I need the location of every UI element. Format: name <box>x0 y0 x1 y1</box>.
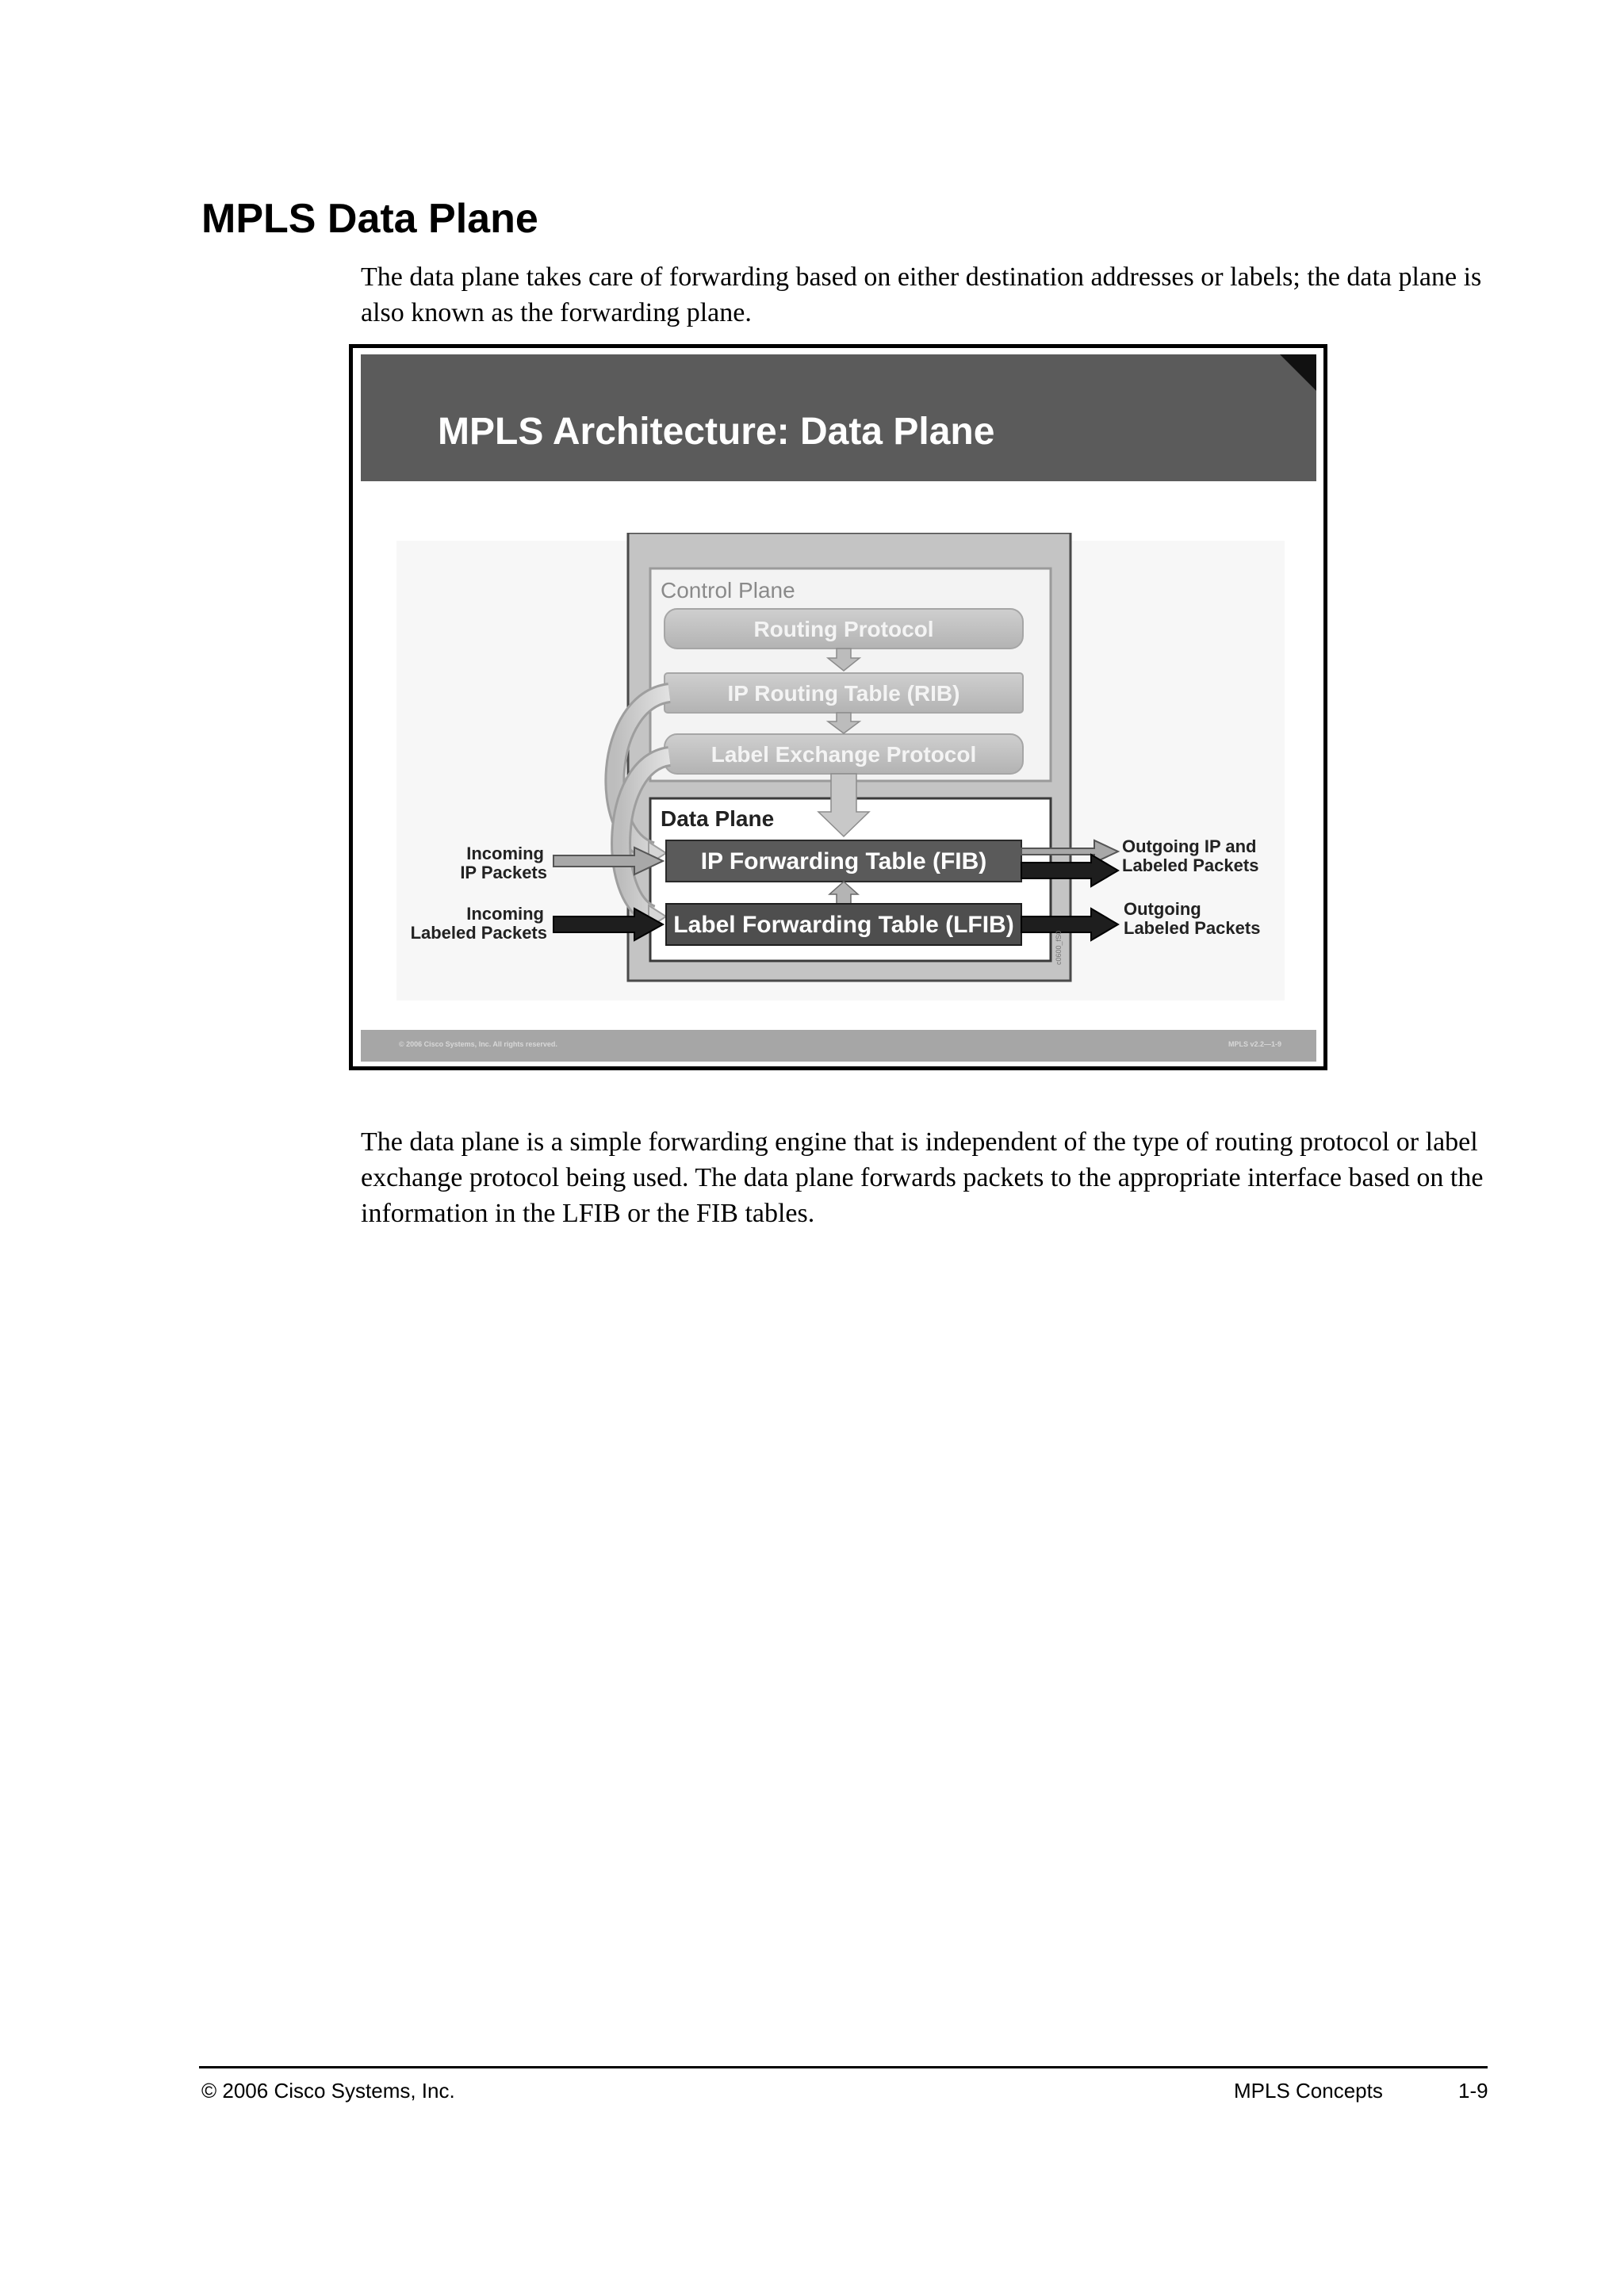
ip-routing-table-label: IP Routing Table (RIB) <box>727 681 960 706</box>
footer-divider <box>199 2066 1488 2068</box>
incoming-ip-label-line1: Incoming <box>466 844 544 863</box>
section-heading: MPLS Data Plane <box>201 196 538 242</box>
figure-code: c0600_fS0 <box>1055 930 1063 965</box>
slide-copyright: © 2006 Cisco Systems, Inc. All rights reserved. <box>399 1040 557 1048</box>
outgoing-ip-label-line1: Outgoing IP and <box>1122 836 1257 856</box>
data-plane-label: Data Plane <box>661 806 775 831</box>
outgoing-labeled-label-line1: Outgoing <box>1124 899 1201 919</box>
slide-header <box>361 354 1316 481</box>
intro-paragraph: The data plane takes care of forwarding based on either destination addresses or labels; the data plane is also known as the forwarding plane. <box>361 262 1482 327</box>
mpls-architecture-diagram <box>396 533 1285 1008</box>
slide-content <box>361 354 1316 1062</box>
incoming-labeled-label-line2: Labeled Packets <box>410 923 547 943</box>
footer-section-title: MPLS Concepts <box>1234 2079 1383 2103</box>
fib-label: IP Forwarding Table (FIB) <box>700 848 987 874</box>
routing-protocol-label: Routing Protocol <box>753 617 934 641</box>
lfib-label: Label Forwarding Table (LFIB) <box>673 912 1014 938</box>
label-exchange-protocol-label: Label Exchange Protocol <box>710 742 977 767</box>
incoming-ip-label-line2: IP Packets <box>460 863 547 882</box>
body-paragraph: The data plane is a simple forwarding engine that is independent of the type of routing protocol or label exchange protocol being used. The data plane forwards packets to the appropriate interface based on the information in the LFIB or the FIB tables. <box>361 1127 1484 1228</box>
control-plane-label: Control Plane <box>661 578 795 603</box>
outgoing-labeled-label-line2: Labeled Packets <box>1124 918 1261 938</box>
outgoing-ip-label-line2: Labeled Packets <box>1122 855 1259 875</box>
footer-copyright: © 2006 Cisco Systems, Inc. <box>201 2079 455 2103</box>
slide-title: MPLS Architecture: Data Plane <box>438 411 995 453</box>
slide-number: MPLS v2.2—1-9 <box>1228 1040 1281 1048</box>
slide-footer <box>361 1030 1316 1062</box>
footer-page-number: 1-9 <box>1458 2079 1488 2103</box>
slide-corner-mark <box>1280 354 1316 391</box>
incoming-labeled-label-line1: Incoming <box>466 904 544 924</box>
slide-figure <box>349 344 1327 1070</box>
